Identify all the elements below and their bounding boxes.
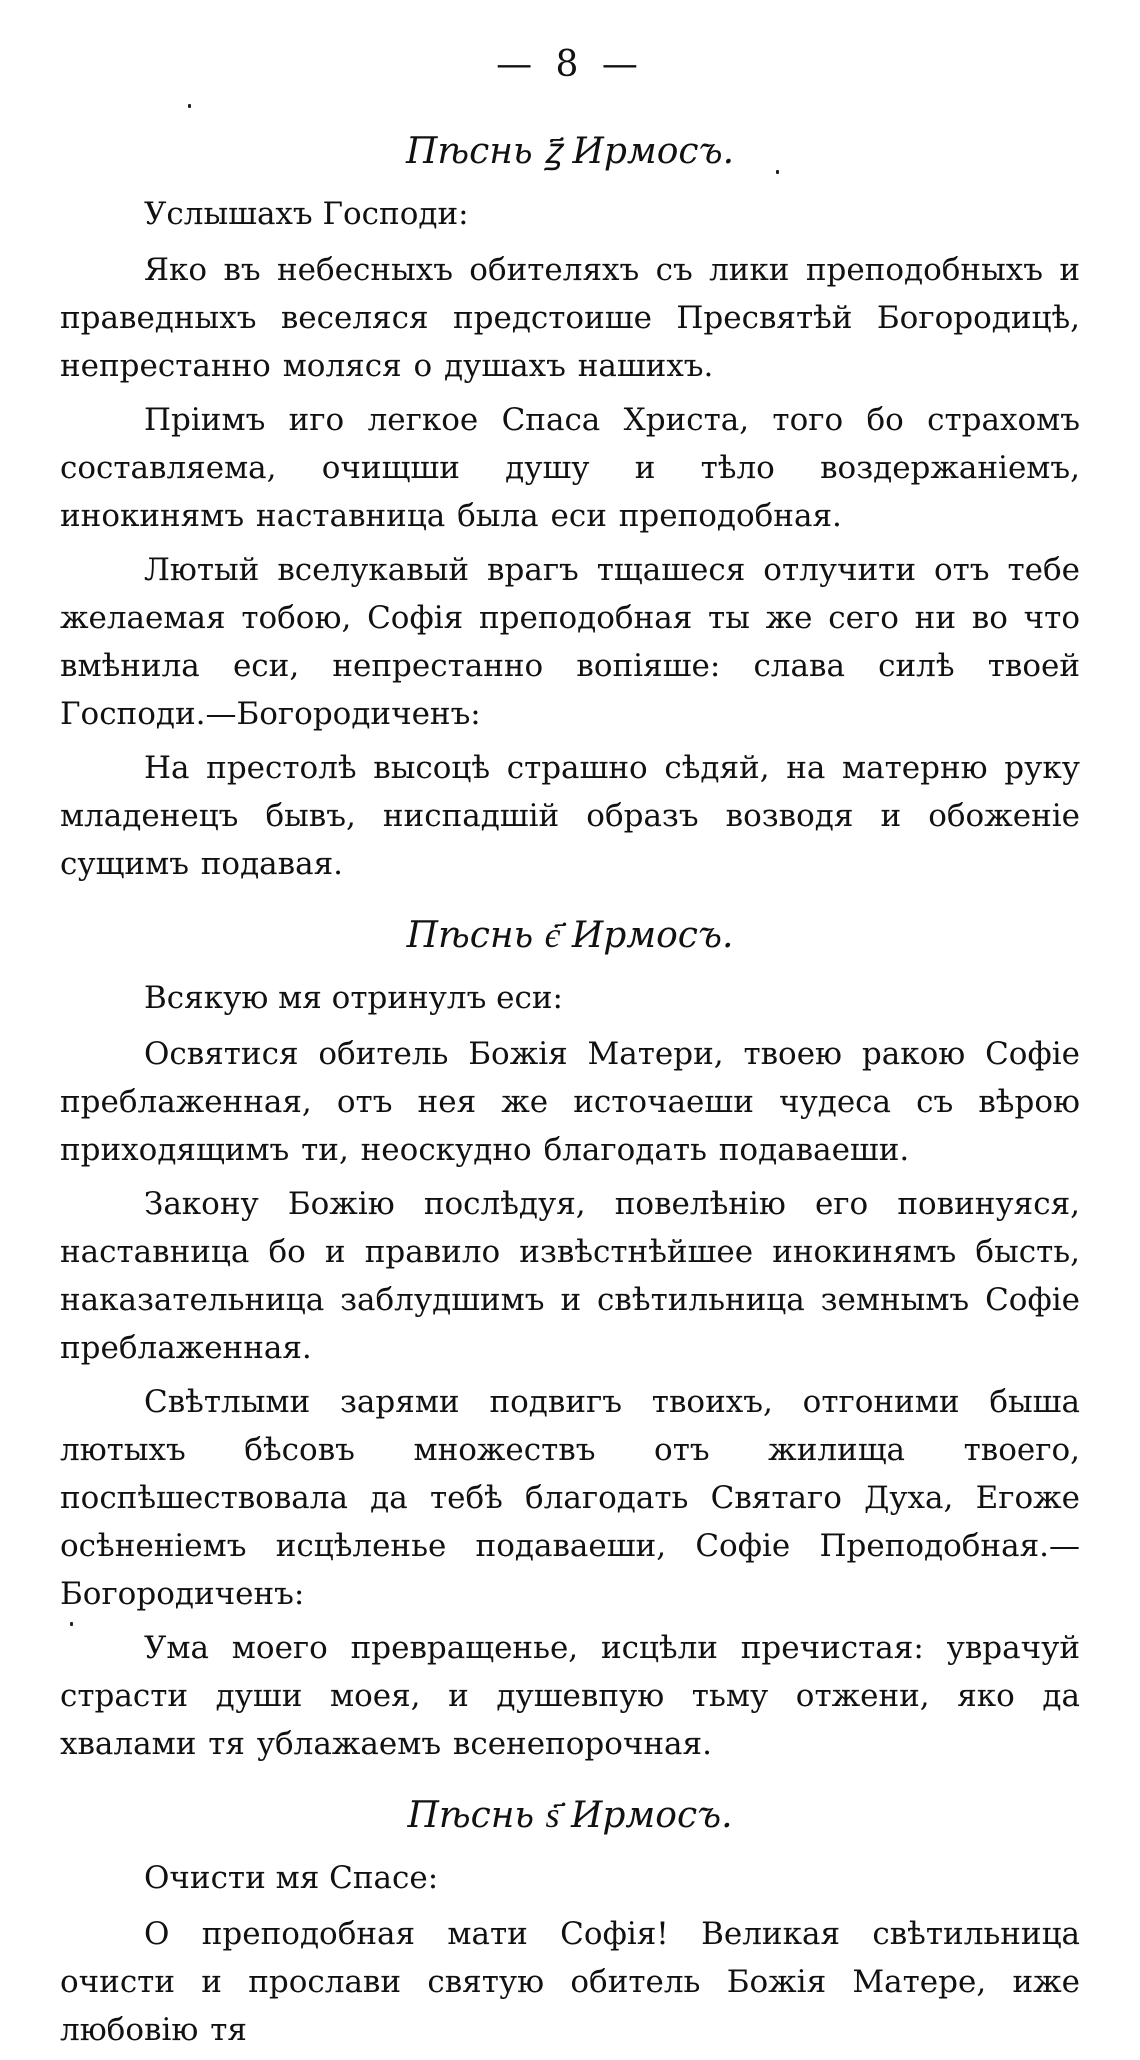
irmos-line: Всякую мя отринулъ еси: [144,980,563,1016]
paragraph: Закону Божію послѣдуя, повелѣнію его повинуяся, наставница бо и правило извѣстнѣйшее инокинямъ бысть, наказательница заблудшимъ и свѣтильница земнымъ Софіе преблаженная. [60,1186,1080,1366]
paragraph: Освятися обитель Божія Матери, твоею ракою Софіе преблаженная, отъ нея же источаеши чудеса съ вѣрою приходящимъ ти, неоскудно благодать подаваеши. [60,1036,1080,1168]
section-heading: Пѣснь ѕ҃ Ирмосъ. [407,1795,733,1836]
paragraph: Лютый вселукавый врагъ тщашеся отлучити отъ тебе желаемая тобою, Софія преподобная ты же сего ни во что вмѣнила еси, непрестанно вопіяше: слава силѣ твоей Господи.—Богородиченъ: [60,552,1080,732]
paragraph: На престолѣ высоцѣ страшно сѣдяй, на матерню руку младенецъ бывъ, ниспадшій образъ возводя и обоженіе сущимъ подавая. [60,750,1080,882]
paragraph: Ума моего превращенье, исцѣли пречистая: уврачуй страсти души моея, и душевпую тьму отжени, яко да хвалами тя ублажаемъ всенепорочная. [60,1630,1080,1762]
paragraph: Свѣтлыми зарями подвигъ твоихъ, отгоними быша лютыхъ бѣсовъ множествъ отъ жилища твоего, поспѣшествовала да тебѣ благодать Святаго Духа, Егоже осѣненіемъ исцѣленье подаваеши, Софіе Преподобная.—Богородиченъ: [60,1384,1080,1612]
page-number: — 8 — [496,44,644,85]
paragraph: Яко въ небесныхъ обителяхъ съ лики преподобныхъ и праведныхъ веселяся предстоише Пресвятѣй Богородицѣ, непрестанно моляся о душахъ нашихъ. [60,252,1080,384]
page-content [60,120,1080,2060]
irmos-line: Очисти мя Спасе: [144,1860,439,1896]
ode-section [60,1792,1080,2054]
ode-section [60,128,1080,888]
section-heading: Пѣснь ꙁ҃ Ирмосъ. [405,131,735,172]
irmos-line: Услышахъ Господи: [144,196,469,232]
paragraph: Пріимъ иго легкое Спаса Христа, того бо страхомъ составляема, очищши душу и тѣло воздержаніемъ, инокинямъ наставница была еси преподобная. [60,402,1080,534]
paragraph: О преподобная мати Софія! Великая свѣтильница очисти и прослави святую обитель Божія Матере, иже любовію тя [60,1916,1080,2048]
print-speck [188,104,191,108]
section-heading: Пѣснь є҃ Ирмосъ. [406,915,734,956]
ode-section [60,912,1080,1768]
